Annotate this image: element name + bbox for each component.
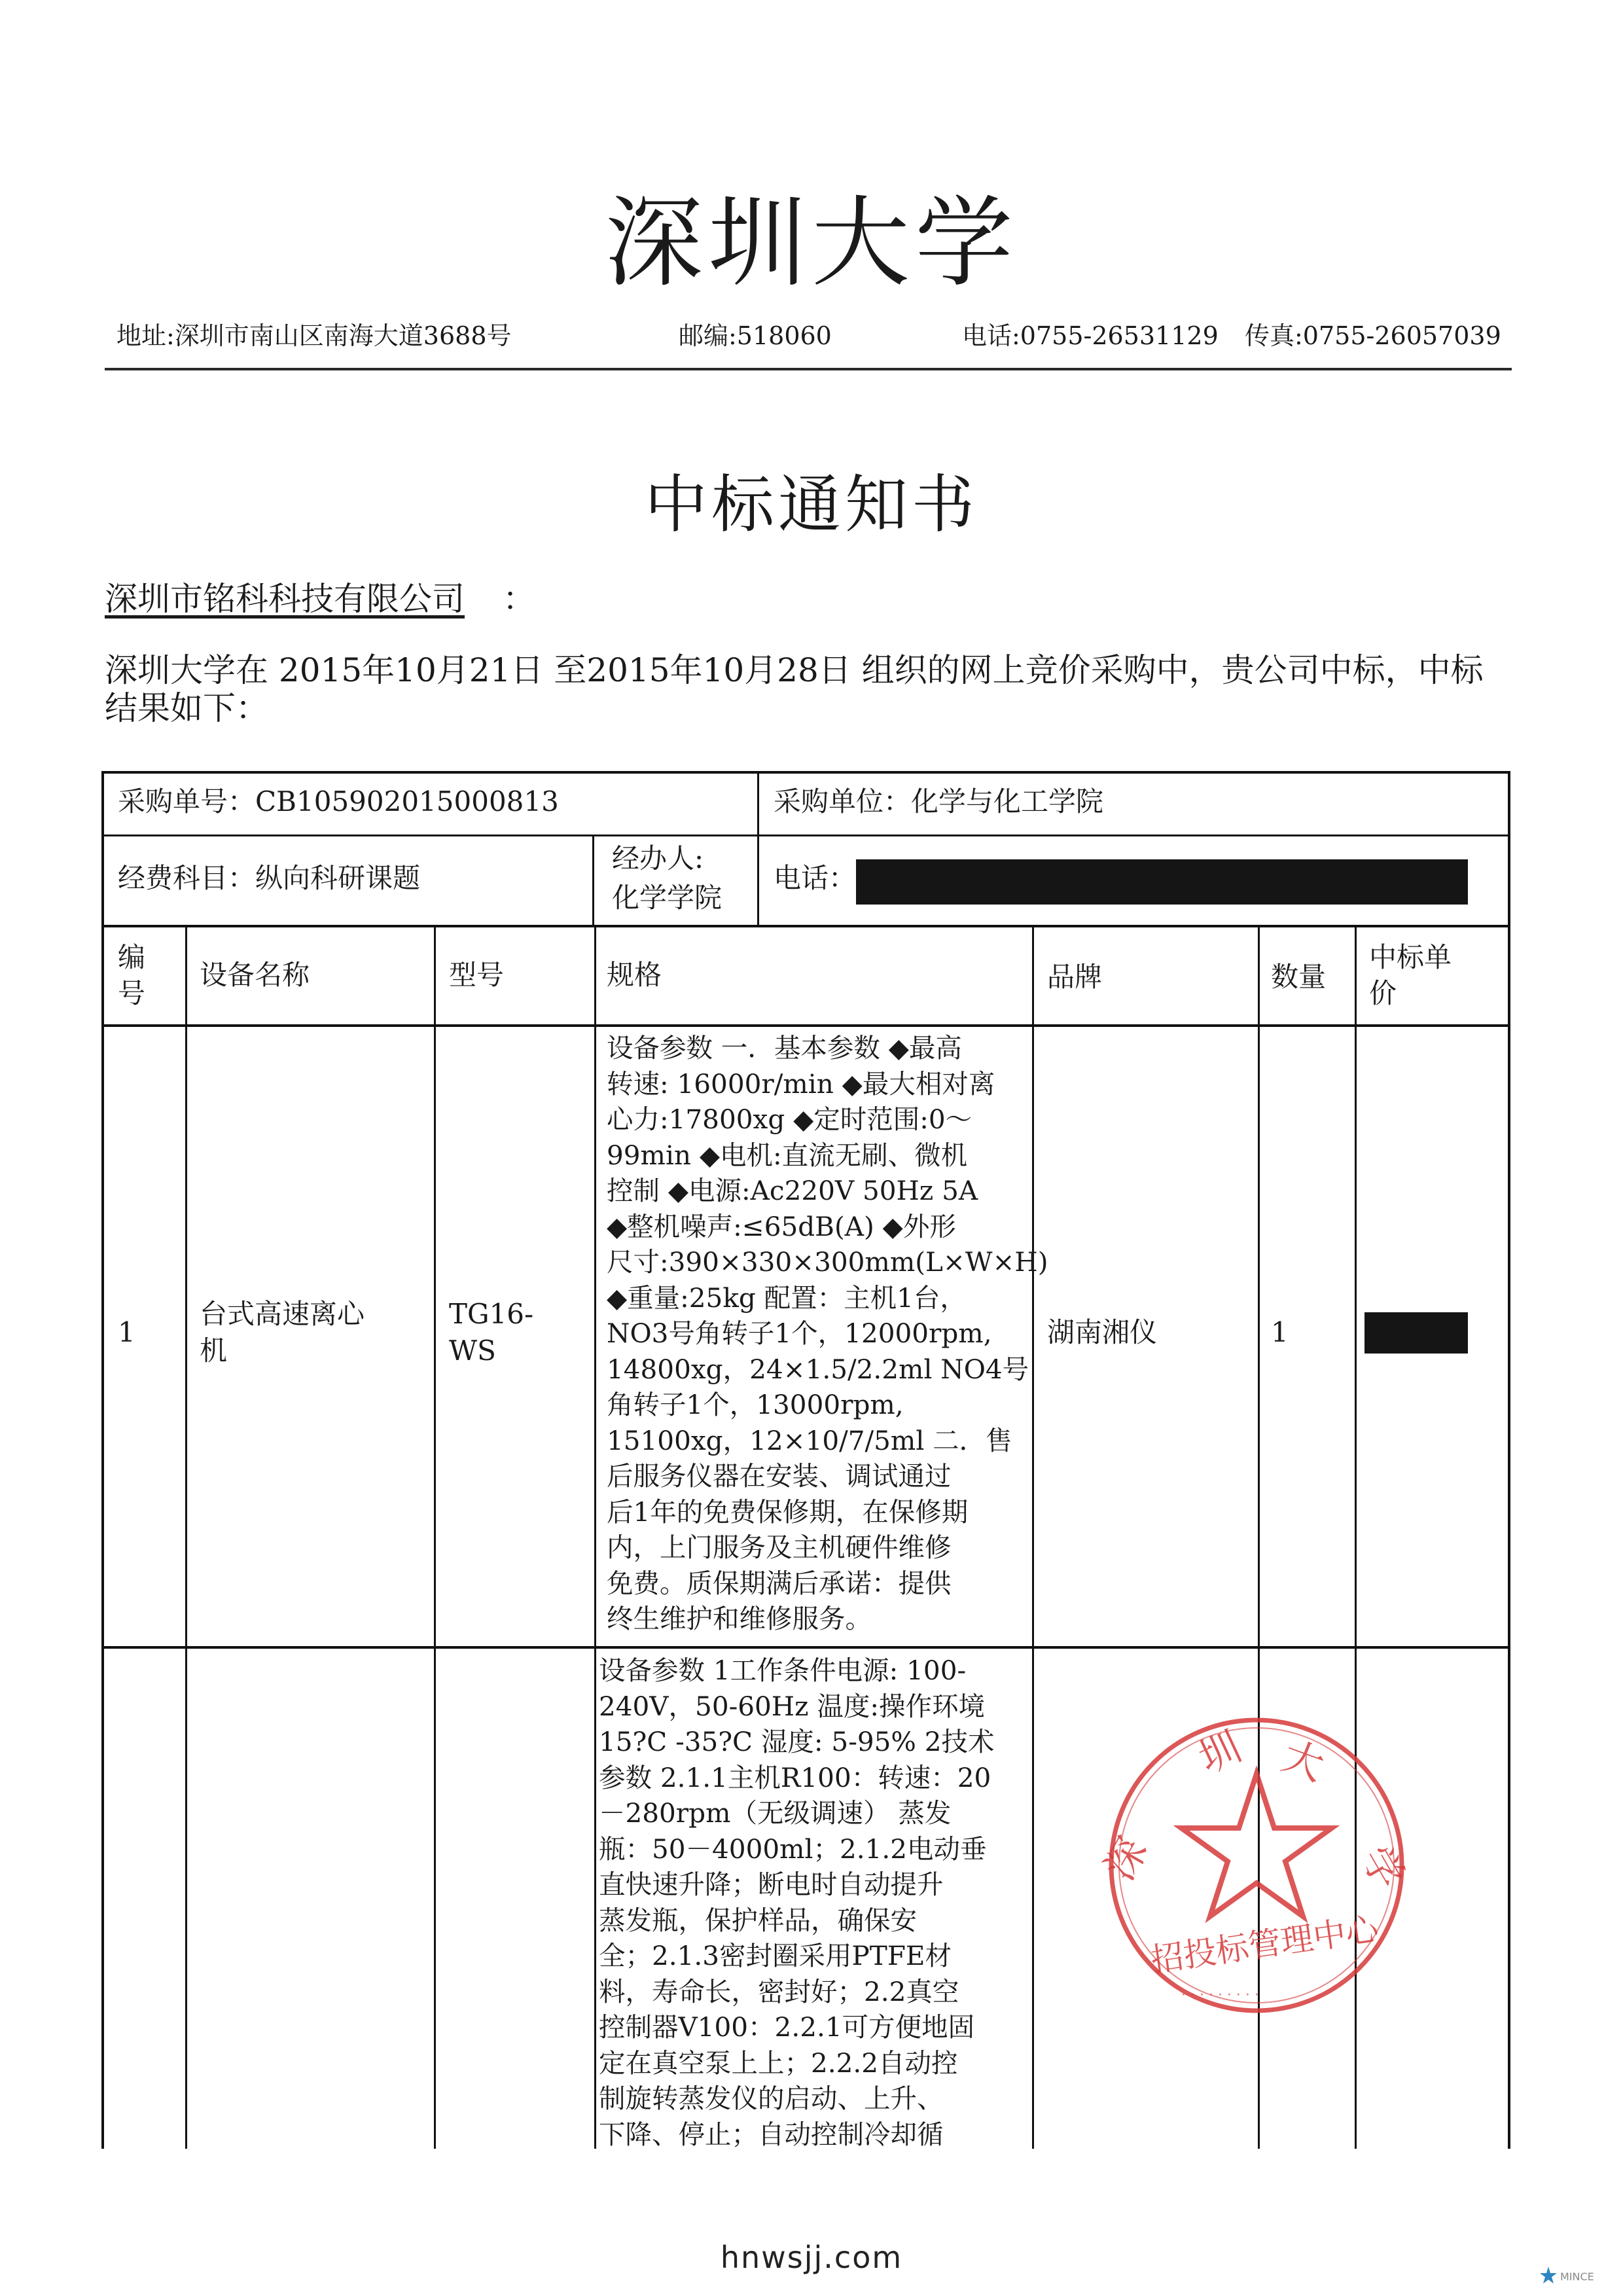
row1-spec-line: 14800xg，24×1.5/2.2ml NO4号 <box>607 1353 1029 1385</box>
intro-paragraph: 深圳大学在 2015年10月21日 至2015年10月28日 组织的网上竞价采购中，贵公司中标，中标结果如下： <box>105 651 1484 727</box>
document-title: 中标通知书 <box>645 468 978 541</box>
svg-text:大: 大 <box>1275 1731 1331 1791</box>
row1-spec-line: 角转子1个，13000rpm, <box>607 1389 904 1420</box>
university-seal <box>1095 1712 1414 2019</box>
col-number: 编 号 <box>118 941 146 1009</box>
row1-brand: 湖南湘仪 <box>1047 1316 1158 1348</box>
row1-spec-line: 免费。质保期满后承诺：提供 <box>607 1567 952 1599</box>
phone-redaction <box>856 859 1468 905</box>
watermark-logo <box>1539 2265 1611 2287</box>
svg-text:学: 学 <box>1351 1838 1414 1897</box>
recipient-company: 深圳市铭科科技有限公司 <box>105 580 465 618</box>
row1-spec-line: 99min ◆电机:直流无刷、微机 <box>607 1139 968 1171</box>
svg-text:圳: 圳 <box>1191 1722 1249 1783</box>
row2-spec-line: 240V，50-60Hz 温度:操作环境 <box>599 1690 985 1722</box>
recipient-line <box>105 573 535 620</box>
row2-spec-line: 控制器V100：2.2.1可方便地固 <box>599 2011 975 2043</box>
row1-spec-line: 内，上门服务及主机硬件维修 <box>607 1532 952 1563</box>
row2-spec-line: 下降、停止；自动控制冷却循 <box>599 2118 944 2150</box>
row1-spec-line: 尺寸:390×330×300mm(L×W×H) <box>607 1246 1048 1278</box>
row1-spec-line: NO3号角转子1个，12000rpm, <box>607 1318 992 1349</box>
col-spec: 规格 <box>607 959 662 991</box>
row2-spec-line: 设备参数 1工作条件电源: 100- <box>599 1655 967 1686</box>
row1-equipment-name: 台式高速离心 机 <box>200 1298 365 1367</box>
header-divider <box>105 368 1512 370</box>
row1-spec-line: 转速: 16000r/min ◆最大相对离 <box>607 1067 995 1100</box>
row1-model: TG16- WS <box>449 1298 534 1367</box>
row2-spec-line: －280rpm（无级调速） 蒸发 <box>599 1797 952 1829</box>
row1-spec-line: ◆重量:25kg 配置：主机1台， <box>607 1282 967 1314</box>
row2-spec-line: 15?C -35?C 湿度: 5-95% 2技术 <box>599 1726 995 1757</box>
row1-spec-line: 心力:17800xg ◆定时范围:0～ <box>607 1103 972 1135</box>
row1-price-redaction <box>1364 1312 1468 1354</box>
svg-text:· · · · · · · · ·: · · · · · · · · · <box>1181 1987 1259 2003</box>
purchasing-unit: 采购单位：化学与化工学院 <box>774 785 1104 817</box>
recipient-suffix: ： <box>503 580 535 618</box>
svg-text:深: 深 <box>1095 1829 1157 1888</box>
svg-text:招投标管理中心: 招投标管理中心 <box>1149 1910 1381 1980</box>
footer-url: hnwsjj.com <box>720 2240 903 2275</box>
row2-spec-line: 蒸发瓶，保护样品，确保安 <box>599 1904 917 1936</box>
handler-label: 经办人: <box>612 842 704 874</box>
row1-spec-line: 15100xg，12×10/7/5ml 二．售 <box>607 1424 1012 1456</box>
handler-block <box>612 839 722 918</box>
row2-spec-line: 料，寿命长，密封好；2.2真空 <box>599 1975 959 2007</box>
row2-specification <box>599 1653 995 2152</box>
handler-value: 化学学院 <box>612 882 722 914</box>
col-quantity: 数量 <box>1271 961 1327 993</box>
row1-spec-line: 后服务仪器在安装、调试通过 <box>607 1460 952 1492</box>
row2-spec-line: 制旋转蒸发仪的启动、上升、 <box>599 2083 944 2114</box>
row1-quantity: 1 <box>1271 1316 1289 1348</box>
row1-spec-line: 后1年的免费保修期，在保修期 <box>607 1496 969 1528</box>
university-title: 深圳大学 <box>604 187 1018 300</box>
row2-spec-line: 定在真空泵上上；2.2.2自动控 <box>599 2047 958 2079</box>
row2-spec-line: 直快速升降；断电时自动提升 <box>599 1869 944 1900</box>
row2-spec-line: 全；2.1.3密封圈采用PTFE材 <box>599 1940 952 1971</box>
col-equipment-name: 设备名称 <box>200 959 310 991</box>
address-text: 地址:深圳市南山区南海大道3688号 <box>116 321 512 350</box>
postcode-text: 邮编:518060 <box>679 321 832 350</box>
col-brand: 品牌 <box>1047 961 1103 993</box>
col-model: 型号 <box>449 959 505 991</box>
svg-text:MINCE: MINCE <box>1560 2270 1594 2283</box>
fax-text: 传真:0755-26057039 <box>1245 321 1501 350</box>
row2-spec-line: 瓶：50－4000ml；2.1.2电动垂 <box>599 1833 987 1865</box>
row1-spec-line: 设备参数 一．基本参数 ◆最高 <box>607 1032 962 1064</box>
row1-specification <box>607 1030 1048 1637</box>
contact-phone-label: 电话： <box>774 862 857 894</box>
row1-spec-line: ◆整机噪声:≤65dB(A) ◆外形 <box>607 1210 956 1242</box>
order-number: 采购单号：CB105902015000813 <box>118 785 559 817</box>
row1-number: 1 <box>118 1316 135 1348</box>
phone-text: 电话:0755-26531129 <box>962 321 1219 350</box>
row1-spec-line: 终生维护和维修服务。 <box>607 1603 872 1634</box>
funding-subject: 经费科目：纵向科研课题 <box>118 862 421 894</box>
row2-spec-line: 参数 2.1.1主机R100：转速：20 <box>599 1761 991 1793</box>
row1-spec-line: 控制 ◆电源:Ac220V 50Hz 5A <box>607 1175 978 1206</box>
col-bid-price: 中标单 价 <box>1369 941 1452 1009</box>
